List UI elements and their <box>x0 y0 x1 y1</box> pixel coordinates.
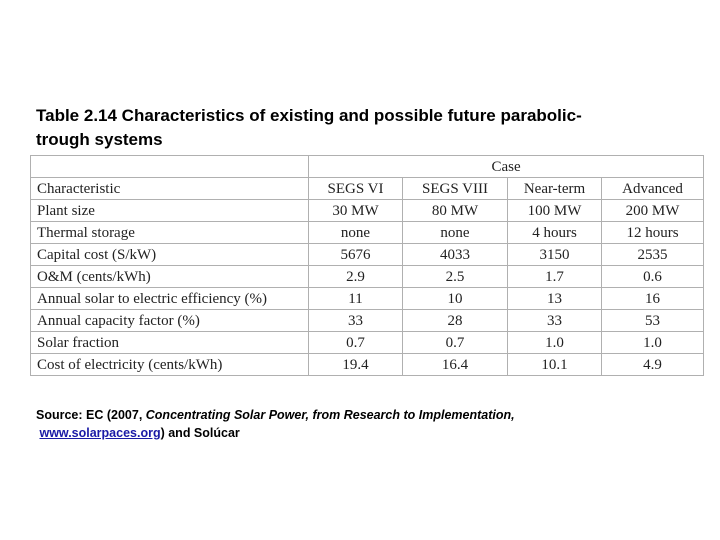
row-label: O&M (cents/kWh) <box>31 266 309 288</box>
table-title-line-1: Table 2.14 Characteristics of existing and possible future parabolic- <box>36 106 582 125</box>
table-cell: 10 <box>403 288 508 310</box>
table-cell: 4033 <box>403 244 508 266</box>
table-cell: 0.7 <box>403 332 508 354</box>
source-line-1 <box>36 406 706 424</box>
table-cell: 80 MW <box>403 200 508 222</box>
table-cell: 19.4 <box>309 354 403 376</box>
table-row <box>31 222 704 244</box>
column-header-characteristic: Characteristic <box>31 178 309 200</box>
column-header-segs-vi: SEGS VI <box>309 178 403 200</box>
column-header-row <box>31 178 704 200</box>
column-header-near-term: Near-term <box>508 178 602 200</box>
characteristics-table <box>30 155 704 376</box>
table-cell: 13 <box>508 288 602 310</box>
table-row <box>31 244 704 266</box>
row-label: Annual capacity factor (%) <box>31 310 309 332</box>
table-cell: 2535 <box>602 244 704 266</box>
source-line-2 <box>36 424 706 442</box>
table-cell: 53 <box>602 310 704 332</box>
table-cell: 100 MW <box>508 200 602 222</box>
table-cell: none <box>309 222 403 244</box>
case-group-header: Case <box>309 156 704 178</box>
table-cell: 12 hours <box>602 222 704 244</box>
table-cell: 2.5 <box>403 266 508 288</box>
table-row <box>31 266 704 288</box>
table-cell: none <box>403 222 508 244</box>
empty-corner-cell <box>31 156 309 178</box>
table-cell: 10.1 <box>508 354 602 376</box>
column-header-segs-viii: SEGS VIII <box>403 178 508 200</box>
table-cell: 16 <box>602 288 704 310</box>
characteristics-table-container <box>30 155 703 375</box>
table-cell: 0.7 <box>309 332 403 354</box>
source-publication-title: Concentrating Solar Power, from Research to Implementation, <box>145 408 515 422</box>
source-prefix: Source: EC (2007, <box>36 408 146 422</box>
row-label: Thermal storage <box>31 222 309 244</box>
table-title <box>36 104 706 152</box>
table-cell: 33 <box>309 310 403 332</box>
table-cell: 1.7 <box>508 266 602 288</box>
table-cell: 200 MW <box>602 200 704 222</box>
source-suffix: ) and Solúcar <box>160 426 240 440</box>
table-cell: 11 <box>309 288 403 310</box>
row-label: Solar fraction <box>31 332 309 354</box>
row-label: Annual solar to electric efficiency (%) <box>31 288 309 310</box>
table-cell: 4.9 <box>602 354 704 376</box>
table-cell: 2.9 <box>309 266 403 288</box>
table-cell: 1.0 <box>508 332 602 354</box>
table-row <box>31 200 704 222</box>
table-cell: 16.4 <box>403 354 508 376</box>
table-row <box>31 354 704 376</box>
table-cell: 5676 <box>309 244 403 266</box>
source-note <box>36 406 706 442</box>
table-row <box>31 332 704 354</box>
table-row <box>31 288 704 310</box>
table-cell: 28 <box>403 310 508 332</box>
column-header-advanced: Advanced <box>602 178 704 200</box>
table-title-line-2: trough systems <box>36 130 163 149</box>
table-cell: 1.0 <box>602 332 704 354</box>
case-group-header-row <box>31 156 704 178</box>
table-cell: 30 MW <box>309 200 403 222</box>
source-link[interactable]: www.solarpaces.org <box>39 426 161 440</box>
table-cell: 4 hours <box>508 222 602 244</box>
table-row <box>31 310 704 332</box>
row-label: Cost of electricity (cents/kWh) <box>31 354 309 376</box>
table-cell: 0.6 <box>602 266 704 288</box>
row-label: Plant size <box>31 200 309 222</box>
table-cell: 33 <box>508 310 602 332</box>
row-label: Capital cost (S/kW) <box>31 244 309 266</box>
table-cell: 3150 <box>508 244 602 266</box>
